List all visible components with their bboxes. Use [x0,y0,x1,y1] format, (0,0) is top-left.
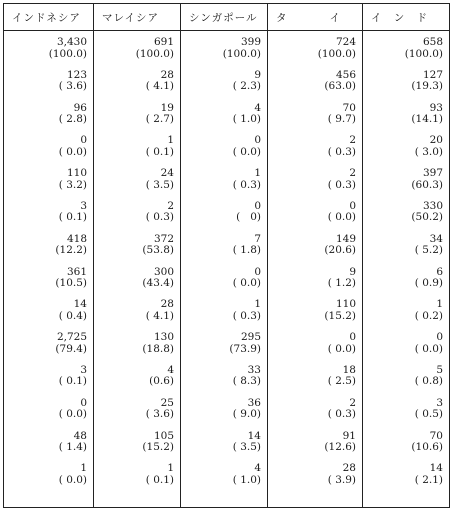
cell-value: 0 [436,331,443,344]
cell-value: 34 [429,232,443,245]
cell-percentage: (79.4) [55,342,87,355]
table-cell [4,398,87,431]
cell-percentage: (100.0) [135,47,174,60]
table-cell [4,463,87,496]
cell-percentage: ( 0.0) [232,277,261,290]
table-cell [268,103,356,136]
column-singapore [181,31,268,507]
cell-percentage: (14.1) [411,113,443,126]
table-cell [181,398,261,431]
table-cell [181,365,261,398]
table-cell [181,135,261,168]
table-cell [181,103,261,136]
cell-percentage: (12.6) [324,441,356,454]
table-cell [94,70,174,103]
table-cell [268,332,356,365]
cell-percentage: (73.9) [229,342,261,355]
table-cell [363,365,443,398]
cell-percentage: ( 0.0) [58,473,87,486]
cell-percentage: (100.0) [48,47,87,60]
header-label: マレイシア [102,11,159,24]
cell-value: 0 [254,134,261,147]
cell-value: 3 [436,396,443,409]
cell-percentage: ( 3.9) [327,473,356,486]
table-cell [268,37,356,70]
header-label-part: タ [276,11,287,24]
cell-value: 4 [254,462,261,475]
cell-percentage: (60.3) [411,178,443,191]
cell-percentage: ( 1.8) [232,244,261,257]
cell-percentage: ( 0.1) [145,145,174,158]
table-cell [4,37,87,70]
cell-value: 0 [254,199,261,212]
cell-percentage: ( 1.0) [232,113,261,126]
cell-percentage: ( 0.0) [414,342,443,355]
header-india [363,4,449,30]
cell-percentage: (15.2) [142,441,174,454]
cell-percentage: ( 8.3) [232,375,261,388]
column-thailand [268,31,363,507]
cell-percentage: ( 0.4) [58,309,87,322]
column-malaysia [94,31,181,507]
cell-value: 456 [335,68,356,81]
header-label: インドネシア [12,11,81,24]
table-cell [268,365,356,398]
cell-percentage: (10.5) [55,277,87,290]
table-cell [4,70,87,103]
table-cell [94,37,174,70]
cell-value: 48 [73,429,87,442]
header-label-part: イ [329,11,340,24]
table-cell [181,267,261,300]
table-cell [363,201,443,234]
cell-percentage: ( 2.1) [414,473,443,486]
cell-value: 3 [80,363,87,376]
header-label: シンガポール [189,11,258,24]
cell-percentage: (100.0) [404,47,443,60]
cell-percentage: ( 0.3) [327,145,356,158]
cell-percentage: (12.2) [55,244,87,257]
cell-value: 105 [153,429,174,442]
cell-percentage: ( 0.3) [327,178,356,191]
cell-value: 418 [66,232,87,245]
cell-value: 14 [73,298,87,311]
column-indonesia [4,31,94,507]
table-cell [94,103,174,136]
table-cell [268,168,356,201]
cell-value: 70 [429,429,443,442]
cell-value: 2,725 [56,331,87,344]
cell-value: 18 [342,363,356,376]
cell-value: 36 [247,396,261,409]
table-cell [268,70,356,103]
table-cell [94,398,174,431]
header-label-part: ド [416,11,427,24]
cell-percentage: ( 0.0) [327,211,356,224]
table-cell [181,332,261,365]
cell-value: 14 [247,429,261,442]
cell-percentage: ( 5.2) [414,244,443,257]
cell-percentage: ( 0.9) [414,277,443,290]
table-cell [268,299,356,332]
header-label-part: ン [393,11,405,24]
cell-percentage: ( 2.3) [232,80,261,93]
table-cell [4,234,87,267]
cell-percentage: ( 3.6) [145,408,174,421]
data-table [3,3,450,508]
table-cell [363,168,443,201]
cell-value: 295 [240,331,261,344]
table-header-row [4,4,449,31]
cell-value: 1 [254,167,261,180]
table-cell [94,463,174,496]
cell-value: 3,430 [56,36,87,48]
cell-percentage: ( 1.2) [327,277,356,290]
table-cell [363,299,443,332]
cell-percentage: ( 0.0) [232,145,261,158]
table-body [4,31,449,507]
table-cell [4,168,87,201]
cell-percentage: (20.6) [324,244,356,257]
header-indonesia [4,4,94,30]
table-cell [363,234,443,267]
cell-value: 9 [254,68,261,81]
cell-value: 24 [160,167,174,180]
cell-percentage: (53.8) [142,244,174,257]
table-cell [181,234,261,267]
table-cell [4,365,87,398]
table-cell [363,70,443,103]
cell-percentage: (50.2) [411,211,443,224]
cell-value: 1 [167,134,174,147]
cell-value: 0 [80,134,87,147]
table-cell [181,299,261,332]
cell-value: 330 [422,199,443,212]
cell-value: 91 [342,429,356,442]
table-cell [181,37,261,70]
table-cell [363,398,443,431]
cell-value: 0 [80,396,87,409]
cell-value: 724 [335,36,356,48]
table-cell [181,431,261,464]
column-india [363,31,449,507]
cell-value: 300 [153,265,174,278]
cell-percentage: ( 4.1) [145,80,174,93]
header-singapore [181,4,268,30]
table-cell [4,201,87,234]
table-cell [363,37,443,70]
cell-value: 1 [254,298,261,311]
cell-percentage: ( 3.5) [145,178,174,191]
table-cell [268,234,356,267]
cell-value: 2 [349,396,356,409]
cell-value: 1 [167,462,174,475]
cell-value: 1 [436,298,443,311]
cell-value: 127 [422,68,443,81]
table-cell [363,103,443,136]
table-cell [94,431,174,464]
table-cell [268,463,356,496]
table-cell [181,168,261,201]
table-cell [94,365,174,398]
table-cell [363,267,443,300]
cell-percentage: ( 3.2) [58,178,87,191]
table-cell [268,201,356,234]
table-cell [268,267,356,300]
table-cell [363,463,443,496]
cell-value: 19 [160,101,174,114]
cell-value: 25 [160,396,174,409]
table-cell [181,463,261,496]
header-label-part: イ [371,11,382,24]
table-cell [94,234,174,267]
cell-percentage: ( 0) [236,211,261,224]
cell-percentage: (100.0) [317,47,356,60]
cell-value: 20 [429,134,443,147]
table-cell [4,332,87,365]
cell-percentage: ( 0.2) [414,309,443,322]
cell-value: 691 [153,36,174,48]
cell-percentage: ( 0.3) [145,211,174,224]
cell-percentage: ( 4.1) [145,309,174,322]
table-cell [4,299,87,332]
cell-percentage: ( 9.0) [232,408,261,421]
cell-value: 372 [153,232,174,245]
table-cell [268,398,356,431]
cell-percentage: ( 2.5) [327,375,356,388]
cell-value: 0 [349,331,356,344]
cell-value: 2 [349,167,356,180]
cell-percentage: ( 3.0) [414,145,443,158]
cell-value: 399 [240,36,261,48]
cell-value: 1 [80,462,87,475]
cell-percentage: (10.6) [411,441,443,454]
cell-percentage: ( 0.1) [58,375,87,388]
cell-value: 397 [422,167,443,180]
table-cell [4,103,87,136]
header-malaysia [94,4,181,30]
cell-percentage: ( 0.3) [327,408,356,421]
cell-percentage: ( 1.4) [58,441,87,454]
cell-value: 96 [73,101,87,114]
table-cell [94,299,174,332]
table-cell [268,135,356,168]
table-cell [94,135,174,168]
cell-value: 123 [66,68,87,81]
cell-percentage: (63.0) [324,80,356,93]
table-cell [94,332,174,365]
cell-value: 361 [66,265,87,278]
cell-percentage: (0.6) [149,375,174,388]
table-cell [181,201,261,234]
table-cell [268,431,356,464]
cell-percentage: ( 3.5) [232,441,261,454]
cell-value: 4 [167,363,174,376]
cell-value: 110 [335,298,356,311]
cell-value: 4 [254,101,261,114]
table-cell [181,70,261,103]
cell-percentage: ( 0.3) [232,309,261,322]
table-cell [363,135,443,168]
cell-value: 3 [80,199,87,212]
cell-percentage: ( 0.3) [232,178,261,191]
table-cell [94,168,174,201]
cell-percentage: ( 0.5) [414,408,443,421]
cell-value: 6 [436,265,443,278]
cell-value: 33 [247,363,261,376]
cell-value: 2 [167,199,174,212]
table-cell [94,201,174,234]
cell-percentage: ( 0.0) [327,342,356,355]
cell-percentage: ( 0.1) [58,211,87,224]
cell-percentage: ( 0.8) [414,375,443,388]
table-cell [94,267,174,300]
cell-percentage: ( 9.7) [327,113,356,126]
cell-value: 149 [335,232,356,245]
cell-percentage: ( 1.0) [232,473,261,486]
cell-percentage: (100.0) [222,47,261,60]
cell-percentage: (19.3) [411,80,443,93]
cell-value: 7 [254,232,261,245]
cell-value: 0 [254,265,261,278]
cell-value: 0 [349,199,356,212]
cell-value: 93 [429,101,443,114]
cell-percentage: ( 2.8) [58,113,87,126]
table-cell [4,267,87,300]
cell-percentage: ( 0.0) [58,408,87,421]
cell-value: 28 [160,68,174,81]
table-cell [4,135,87,168]
cell-percentage: (18.8) [142,342,174,355]
cell-percentage: ( 0.0) [58,145,87,158]
table-cell [4,431,87,464]
cell-percentage: ( 2.7) [145,113,174,126]
cell-percentage: (15.2) [324,309,356,322]
cell-value: 9 [349,265,356,278]
header-thailand [268,4,363,30]
cell-value: 70 [342,101,356,114]
cell-value: 110 [66,167,87,180]
table-cell [363,332,443,365]
table-cell [363,431,443,464]
cell-percentage: (43.4) [142,277,174,290]
cell-value: 658 [422,36,443,48]
cell-value: 130 [153,331,174,344]
cell-value: 5 [436,363,443,376]
cell-value: 28 [160,298,174,311]
cell-percentage: ( 3.6) [58,80,87,93]
cell-percentage: ( 0.1) [145,473,174,486]
cell-value: 14 [429,462,443,475]
cell-value: 28 [342,462,356,475]
cell-value: 2 [349,134,356,147]
